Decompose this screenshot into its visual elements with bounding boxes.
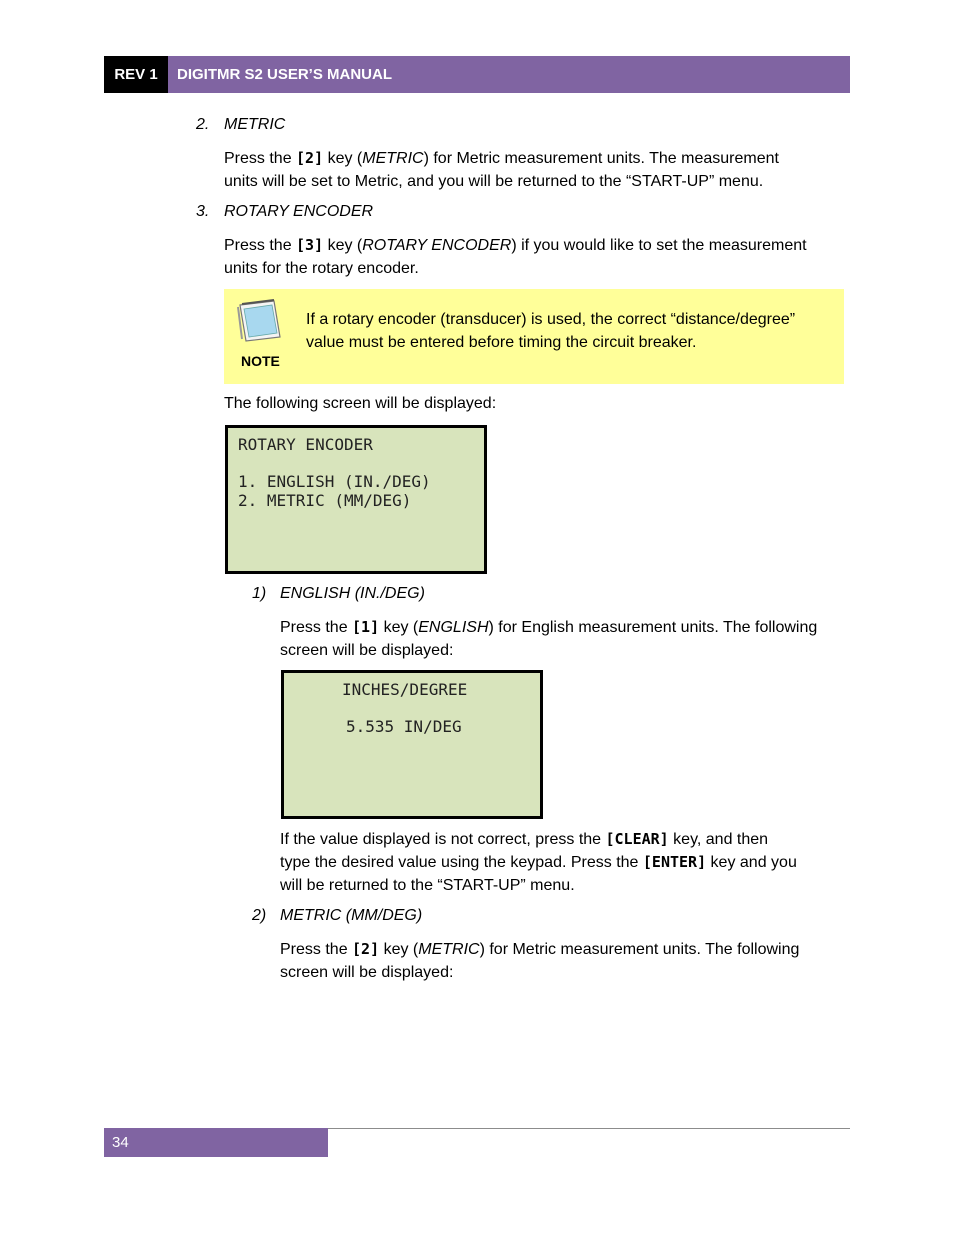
note-box	[224, 289, 844, 384]
key-2: [2]	[296, 149, 324, 167]
lcd-line: 5.535 IN/DEG	[346, 717, 462, 736]
note-label: NOTE	[241, 353, 280, 369]
notepad-icon	[234, 295, 284, 345]
note-text: If a rotary encoder (transducer) is used, the correct “distance/degree” value must be entered before timing the circuit breaker.	[306, 311, 796, 351]
lcd-line: 1. ENGLISH (IN./DEG)	[238, 472, 431, 491]
paragraph-rotary: Press the [3] key (ROTARY ENCODER) if you would like to set the measurement units for the rotary encoder.	[224, 236, 807, 277]
lcd-line: 2. METRIC (MM/DEG)	[238, 491, 412, 510]
page-header	[104, 56, 850, 93]
heading-metric-mm: METRIC (MM/DEG)	[280, 907, 423, 924]
lcd-line: ROTARY ENCODER	[238, 435, 373, 454]
key-1: [1]	[352, 618, 380, 636]
item-number-3: 3.	[196, 203, 210, 220]
lcd-screen-rotary-encoder	[225, 425, 487, 574]
key-enter: [ENTER]	[642, 853, 707, 871]
heading-metric: METRIC	[224, 116, 286, 133]
item-number-2: 2.	[196, 116, 210, 133]
paragraph-english: Press the [1] key (ENGLISH) for English measurement units. The following screen will be displayed:	[280, 618, 818, 659]
key-2-metric: [2]	[352, 940, 380, 958]
footer-rule	[328, 1128, 850, 1129]
following-screen-text: The following screen will be displayed:	[224, 395, 497, 412]
paragraph-metric: Press the [2] key (METRIC) for Metric measurement units. The measurement units will be set to Metric, and you will be returned to the “START-UP” menu.	[224, 149, 779, 190]
subitem-number-1: 1)	[252, 585, 267, 602]
revision-label: REV 1	[104, 56, 168, 93]
subitem-number-2: 2)	[252, 907, 267, 924]
heading-english: ENGLISH (IN./DEG)	[280, 585, 425, 602]
lcd-line: INCHES/DEGREE	[342, 680, 468, 699]
key-clear: [CLEAR]	[605, 830, 669, 848]
page-number: 34	[104, 1128, 328, 1157]
paragraph-metric-mm: Press the [2] key (METRIC) for Metric measurement units. The following screen will be displayed:	[280, 940, 800, 981]
heading-rotary-encoder: ROTARY ENCODER	[224, 203, 374, 220]
lcd-screen-inches-degree	[281, 670, 543, 819]
manual-title: DIGITMR S2 USER’S MANUAL	[168, 56, 850, 93]
paragraph-clear-enter: If the value displayed is not correct, press the [CLEAR] key, and then type the desired value using the keypad. Press the [ENTER] key and you will be returned to the “START-UP” menu.	[280, 830, 797, 894]
key-3: [3]	[296, 236, 324, 254]
